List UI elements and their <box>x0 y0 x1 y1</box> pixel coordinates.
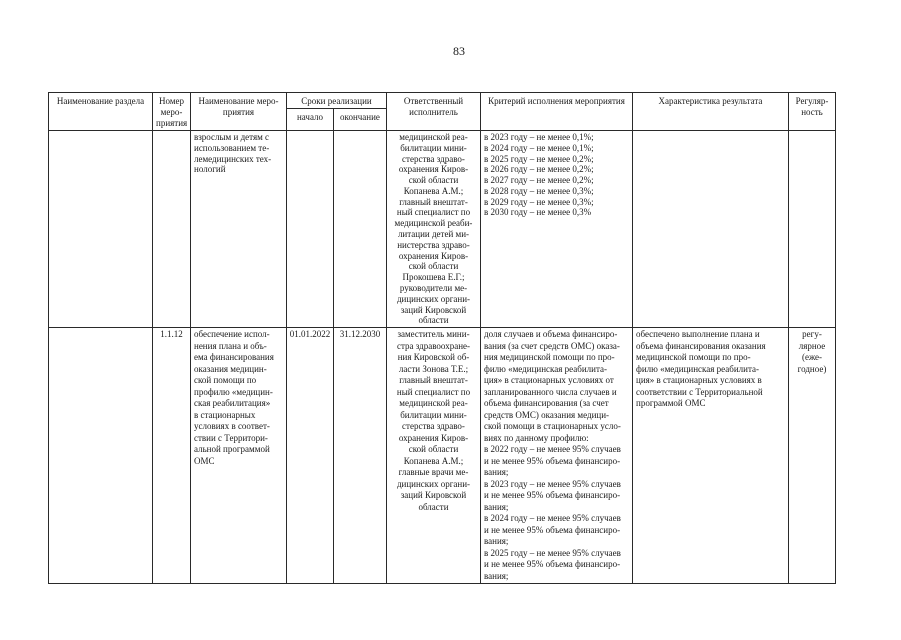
measures-table <box>48 92 836 584</box>
cell-start: 01.01.2022 <box>287 328 334 584</box>
cell-result: обеспечено выполнение плана и объема финансирования оказания медицинской помощи по про- филю «медицинская реабилита- ция» в стационарных условиях в соответствии с Территориальной программой ОМС <box>633 328 789 584</box>
cell-end <box>334 130 387 327</box>
cell-regularity <box>789 130 836 327</box>
cell-number <box>153 130 191 327</box>
cell-start <box>287 130 334 327</box>
header-result: Характеристика результата <box>633 93 789 131</box>
cell-end: 31.12.2030 <box>334 328 387 584</box>
header-regularity: Регуляр- ность <box>789 93 836 131</box>
table-row <box>49 130 836 327</box>
cell-result <box>633 130 789 327</box>
cell-executor: медицинской реа- билитации мини- стерства здраво- охранения Киров- ской области Копанева А.М.; главный внештат- ный специалист по медицинской реаби- литации детей ми- нистерства здраво- охранения Киров- ской области Прокошева Е.Г.; руководители ме- дицинских органи- заций Кировской области <box>387 130 481 327</box>
cell-name: взрослым и детям с использованием те- лемедицинских тех- нологий <box>191 130 287 327</box>
cell-criterion: в 2023 году – не менее 0,1%; в 2024 году – не менее 0,1%; в 2025 году – не менее 0,2%; в 2026 году – не менее 0,2%; в 2027 году – не менее 0,2%; в 2028 году – не менее 0,3%; в 2029 году – не менее 0,3%; в 2030 году – не менее 0,3% <box>481 130 633 327</box>
header-end: окончание <box>334 108 387 130</box>
cell-criterion: доля случаев и объема финансиро- вания (за счет средств ОМС) оказа- ния медицинской помощи по про- филю «медицинская реабилита- ция» в стационарных условиях от запланированного числа случаев и объема финансирования (за счет средств ОМС) оказания медици- ской помощи в стационарных усло- виях по данному профилю: в 2022 году – не менее 95% случаев и не менее 95% объема финансиро- вания; в 2023 году – не менее 95% случаев и не менее 95% объема финансиро- вания; в 2024 году – не менее 95% случаев и не менее 95% объема финансиро- вания; в 2025 году – не менее 95% случаев и не менее 95% объема финансиро- вания; <box>481 328 633 584</box>
cell-section <box>49 130 153 327</box>
measures-table-container <box>48 92 835 584</box>
header-section: Наименование раздела <box>49 93 153 131</box>
cell-number: 1.1.12 <box>153 328 191 584</box>
table-row <box>49 328 836 584</box>
header-name: Наименование меро- приятия <box>191 93 287 131</box>
header-row <box>49 93 836 109</box>
cell-name: обеспечение испол- нения плана и объ- ема финансирования оказания медицин- ской помощи по профилю «медицин- ская реабилитация» в стационарных условиях в соответ- ствии с Территори- альной программой ОМС <box>191 328 287 584</box>
header-terms: Сроки реализации <box>287 93 387 109</box>
table-body <box>49 130 836 583</box>
page-number: 83 <box>453 44 465 58</box>
cell-regularity: регу- лярное (еже- годное) <box>789 328 836 584</box>
cell-executor: заместитель мини- стра здравоохране- ния Кировской об- ласти Зонова Т.Е.; главный внештат- ный специалист по медицинской реа- билитации мини- стерства здраво- охранения Киров- ской области Копанева А.М.; главные врачи ме- дицинских органи- заций Кировской области <box>387 328 481 584</box>
header-number: Номер меро- приятия <box>153 93 191 131</box>
header-start: начало <box>287 108 334 130</box>
table-header <box>49 93 836 131</box>
header-executor: Ответственный исполнитель <box>387 93 481 131</box>
header-criterion: Критерий исполнения мероприятия <box>481 93 633 131</box>
cell-section <box>49 328 153 584</box>
